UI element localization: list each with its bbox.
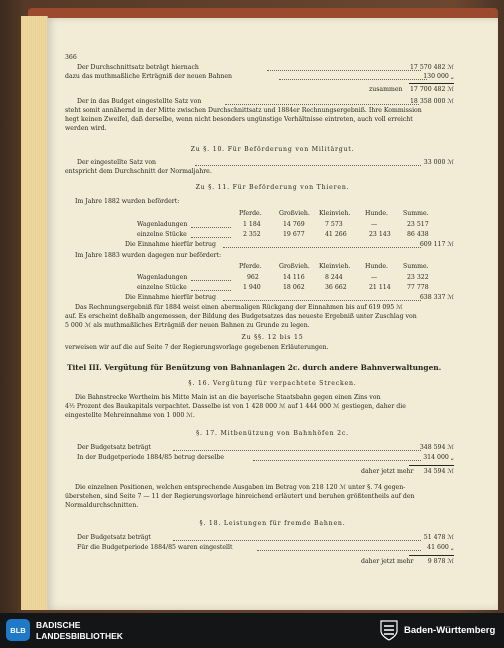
section-heading: Zu §. 11. Für Beförderung von Thieren. [195, 184, 350, 191]
paragraph-line: auf. Es erscheint deßhalb angemessen, der Bildung des Budgetsatzes das neueste Ergebniß unter Zuschlag von [65, 313, 417, 320]
paragraph-line: überstehen, sind Seite 7 — 11 der Regierungsvorlage hinreichend erläutert und beruhen größtentheils auf den [65, 493, 415, 500]
blb-name-line2: LANDESBIBLIOTHEK [36, 631, 123, 641]
paragraph-line: Das Rechnungsergebniß für 1884 weist einen abermaligen Rückgang der Einnahmen bis auf 619 095 ℳ [75, 304, 403, 311]
paragraph-line: Im Jahre 1883 wurden dagegen nur befördert: [75, 252, 222, 259]
paragraph-line: hegt keinen Zweifel, daß derselbe, wenn nicht besonders ungünstige Verhältnisse eintreten, auch voll erreicht [65, 116, 413, 123]
title-heading: Titel III. Vergütung für Benützung von Bahnanlagen 2c. durch andere Bahnverwaltungen. [67, 363, 442, 372]
paragraph-line: werden wird. [65, 125, 107, 132]
paragraph-line: Die einzelnen Positionen, welchen entsprechende Ausgaben im Betrag von 218 120 ℳ unter §. 74 gegen- [75, 484, 406, 491]
section-heading: §. 16. Vergütung für verpachtete Strecken. [188, 380, 357, 387]
paragraph-line: steht somit annähernd in der Mitte zwischen Durchschnittsatz und 1884er Rechnungsergebniß. Ihre Kommission [65, 107, 422, 114]
scanned-page: 366 Der Durchschnittsatz beträgt hiernach 17 570 482 ℳ dazu das muthmaßliche Erträgniß der neuen Bahnen 130 000 „ zusammen 17 700 482 ℳ Der in das Budget eingestellte Satz von 18 358 000 ℳ steht somit annähernd in der Mitte zwischen Durchschnittsatz und 1884er Rechnungsergebniß. Ihre Kommission hegt keinen Zweifel, daß derselbe, wenn nicht besonders ungünstige Verhältnisse eintreten, auch voll erreicht werden wird. Zu §. 10. Für Beförderung von Militärgut. Der eingestellte Satz von 33 000 ℳ entspricht dem Durchschnitt der Normaljahre. Zu §. 11. Für Beförderung von Thieren. Im Jahre 1882 wurden befördert: Pferde. Großvieh. Kleinvieh. Hunde. Summe. Wagenladungen 1 184 14 769 7 573 — 23 517 einzelne Stücke 2 352 19 677 41 266 23 143 86 438 Die Einnahme hierfür betrug 609 117 ℳ Im Jahre 1883 wurden dagegen nur befördert: Pferde. Großvieh. Kleinvieh. Hunde. Summe. Wagenladungen 962 14 116 8 244 — 23 322 einzelne Stücke 1 940 18 062 36 662 21 114 77 778 Die Einnahme hierfür betrug 638 337 ℳ Das Rechnungsergebniß für 1884 weist einen abermaligen Rückgang der Einnahmen bis auf 619 095 ℳ auf. Es erscheint deßhalb angemessen, der Bildung des Budgetsatzes das neueste Ergebniß unter Zuschlag von 5 000 ℳ als muthmaßliches Erträgniß der neuen Bahnen zu Grunde zu legen. Zu §§. 12 bis 15 verweisen wir auf die auf Seite 7 der Regierungsvorlage gegebenen Erläuterungen. Titel III. Vergütung für Benützung von Bahnanlagen 2c. durch andere Bahnverwaltungen. §. 16. Vergütung für verpachtete Strecken. Die Bahnstrecke Wertheim bis Mitte Main ist an die bayerische Staatsbahn gegen einen Zins von 4½ Prozent des Baukapitals verpachtet. Dasselbe ist von 1 428 000 ℳ auf 1 444 000 ℳ gestiegen, daher die eingestellte Mehreinnahme von 1 000 ℳ. §. 17. Mitbenützung von Bahnhöfen 2c. Der Budgetsatz beträgt 348 594 ℳ In der Budgetperiode 1884/85 betrug derselbe 314 000 „ daher jetzt mehr 34 594 ℳ Die einzelnen Positionen, welchen entsprechende Ausgaben im Betrag von 218 120 ℳ unter §. 74 gegen- überstehen, sind Seite 7 — 11 der Regierungsvorlage hinreichend erläutert und beruhen größtentheils auf den Normaldurchschnitten. §. 18. Leistungen für fremde Bahnen. Der Budgetsatz beträgt 51 478 ℳ Für die Budgetperiode 1884/85 waren eingestellt 41 600 „ daher jetzt mehr 9 878 ℳ [47, 18, 498, 610]
blb-name-line1: BADISCHE [36, 620, 81, 630]
section-heading: §. 18. Leistungen für fremde Bahnen. [199, 520, 346, 527]
blb-logo[interactable]: BLB [6, 619, 30, 641]
page-number: 366 [65, 54, 77, 61]
paragraph-line: 4½ Prozent des Baukapitals verpachtet. Dasselbe ist von 1 428 000 ℳ auf 1 444 000 ℳ gestiegen, daher die [65, 403, 406, 410]
paragraph-line: eingestellte Mehreinnahme von 1 000 ℳ. [65, 412, 195, 419]
paragraph-line: Normaldurchschnitten. [65, 502, 139, 509]
blb-name[interactable] [36, 620, 123, 642]
page-edges [21, 16, 48, 610]
sum-rule [409, 83, 454, 84]
paragraph-line: Im Jahre 1882 wurden befördert: [75, 198, 180, 205]
bw-name[interactable]: Baden-Württemberg [404, 625, 496, 636]
paragraph-line: 5 000 ℳ als muthmaßliches Erträgniß der neuen Bahnen zu Grunde zu legen. [65, 322, 310, 329]
lion-shield-icon [380, 619, 398, 641]
paragraph-line: verweisen wir auf die auf Seite 7 der Regierungsvorlage gegebenen Erläuterungen. [65, 344, 329, 351]
library-footer [0, 613, 504, 648]
paragraph-line: Die Bahnstrecke Wertheim bis Mitte Main ist an die bayerische Staatsbahn gegen einen Zins von [75, 394, 381, 401]
paragraph-line: entspricht dem Durchschnitt der Normaljahre. [65, 168, 212, 175]
sum-rule [409, 555, 454, 556]
section-heading: Zu §§. 12 bis 15 [241, 334, 304, 341]
section-heading: §. 17. Mitbenützung von Bahnhöfen 2c. [196, 430, 349, 437]
section-heading: Zu §. 10. Für Beförderung von Militärgut. [190, 146, 355, 153]
sum-rule [409, 465, 454, 466]
